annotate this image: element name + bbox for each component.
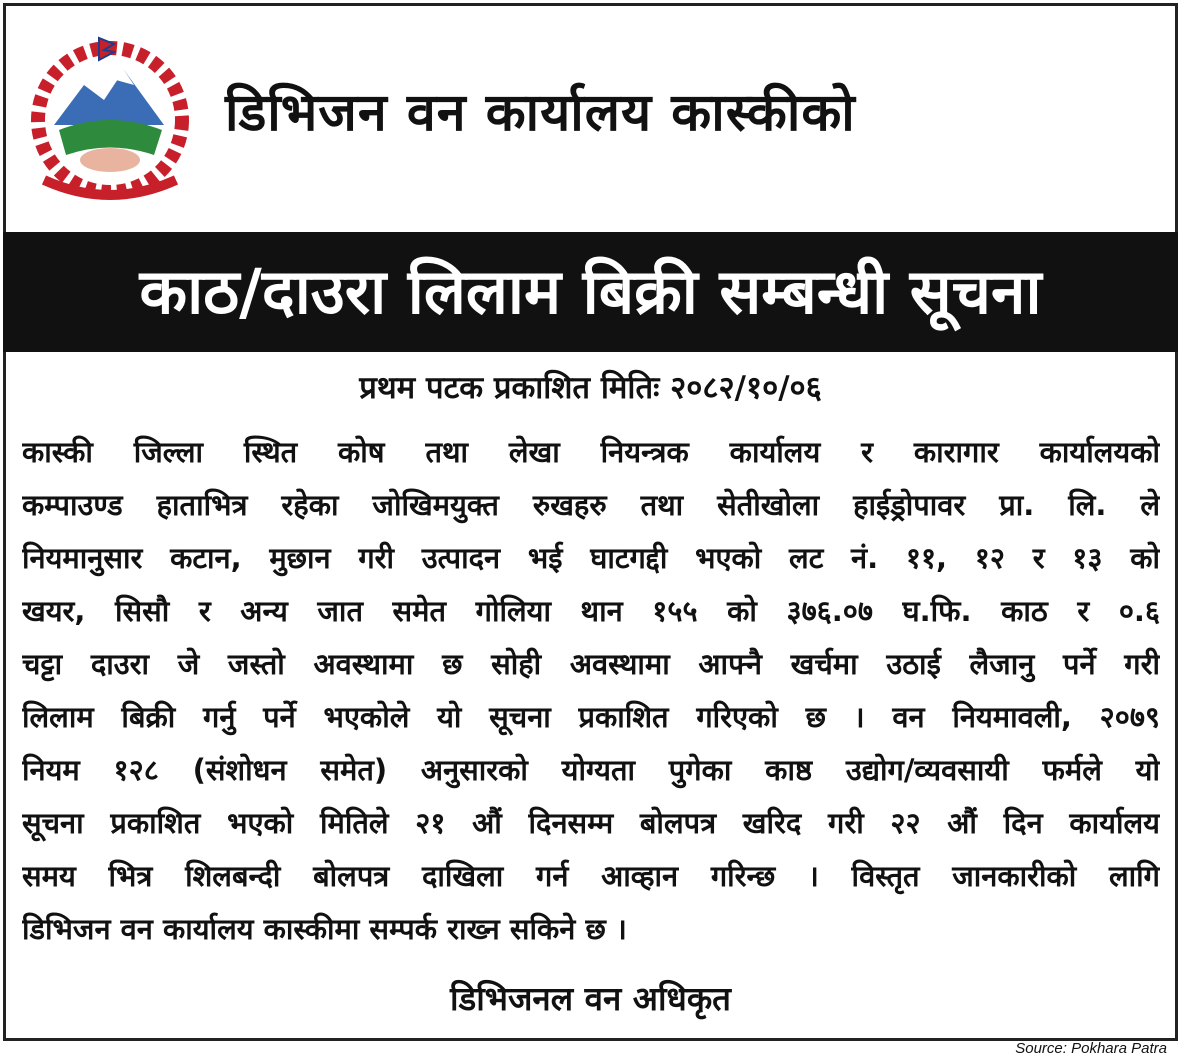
nepal-emblem-icon	[14, 30, 206, 205]
body-line: नियमानुसार कटान, मुछान गरी उत्पादन भई घाटगद्दी भएको लट नं. ११, १२ र १३ को	[22, 541, 1160, 575]
body-line: सूचना प्रकाशित भएको मितिले २१ औं दिनसम्म बोलपत्र खरिद गरी २२ औं दिन कार्यालय	[22, 806, 1160, 840]
source-credit: Source: Pokhara Patra	[1015, 1040, 1167, 1057]
body-line: कास्की जिल्ला स्थित कोष तथा लेखा नियन्त्रक कार्यालय र कारागार कार्यालयको	[22, 435, 1160, 469]
body-line: समय भित्र शिलबन्दी बोलपत्र दाखिला गर्न आव्हान गरिन्छ । विस्तृत जानकारीको लागि	[22, 859, 1160, 893]
body-line: चट्टा दाउरा जे जस्तो अवस्थामा छ सोही अवस्थामा आफ्नै खर्चमा उठाई लैजानु पर्ने गरी	[22, 647, 1160, 681]
notice-title: काठ/दाउरा लिलाम बिक्री सम्बन्धी सूचना	[139, 255, 1042, 328]
notice-body	[22, 426, 1160, 956]
notice-title-banner	[3, 232, 1178, 352]
office-name: डिभिजन वन कार्यालय कास्कीको	[225, 83, 856, 143]
body-line: डिभिजन वन कार्यालय कास्कीमा सम्पर्क राख्न सकिने छ ।	[22, 912, 627, 946]
signatory-title: डिभिजनल वन अधिकृत	[450, 979, 731, 1018]
body-line: खयर, सिसौ र अन्य जात समेत गोलिया थान १५५ को ३७६.०७ घ.फि. काठ र ०.६	[22, 594, 1160, 628]
body-line: लिलाम बिक्री गर्नु पर्ने भएकोले यो सूचना प्रकाशित गरिएको छ । वन नियमावली, २०७९	[22, 700, 1160, 734]
publication-date: प्रथम पटक प्रकाशित मितिः २०८२/१०/०६	[359, 370, 822, 406]
body-line: कम्पाउण्ड हाताभित्र रहेका जोखिमयुक्त रुखहरु तथा सेतीखोला हाईड्रोपावर प्रा. लि. ले	[22, 488, 1160, 522]
body-line: नियम १२८ (संशोधन समेत) अनुसारको योग्यता पुगेका काष्ठ उद्योग/व्यवसायी फर्मले यो	[22, 753, 1160, 787]
